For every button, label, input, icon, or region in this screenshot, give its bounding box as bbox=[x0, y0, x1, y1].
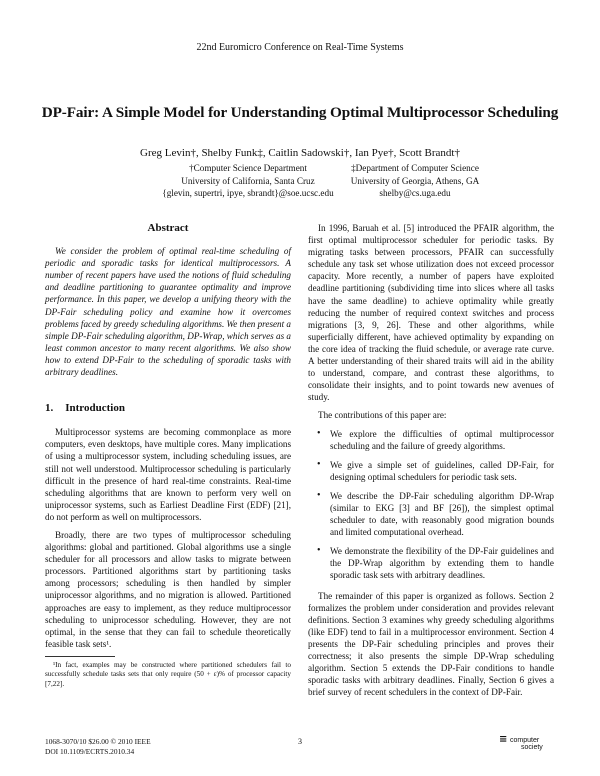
affiliation-left bbox=[138, 162, 358, 200]
contribution-item: • We explore the difficulties of optimal multiprocessor scheduling and the failure of greedy algorithms. bbox=[330, 428, 554, 452]
footnote-divider bbox=[45, 656, 115, 657]
footnote: ¹In fact, examples may be constructed where partitioned schedulers fail to successfully schedule tasks sets that only require (50 + ε)% of processor capacity [7,22]. bbox=[45, 660, 291, 688]
right-paragraph-1: In 1996, Baruah et al. [5] introduced the PFAIR algorithm, the first optimal multiprocessor scheduler for periodic tasks. By migrating tasks between processors, PFAIR can successfully schedule any task set whose utilization does not exceed processor capacity. More recently, a number of papers have exploited deadline partitioning (subdividing time into slices where all tasks have the same deadline) to achieve optimality while greatly reducing the number of required context switches and process migrations [3, 9, 26]. These and other algorithms, while superficially different, have achieved optimality by expanding on the core idea of tracking the fluid schedule, or average rate curve. A better understanding of their shared traits will aid in the ability to understand, compare, and contrast these algorithms, to consolidate their insights, and to point towards new avenues of study. bbox=[308, 223, 554, 403]
logo-line-1: computer bbox=[510, 737, 540, 744]
affiliation-left-dept: †Computer Science Department bbox=[189, 163, 307, 173]
page-number: 3 bbox=[298, 737, 302, 746]
contribution-list bbox=[308, 428, 554, 582]
author-list: Greg Levin†, Shelby Funk‡, Caitlin Sadowski†, Ian Pye†, Scott Brandt† bbox=[140, 147, 460, 159]
left-column bbox=[45, 222, 291, 689]
abstract-text: We consider the problem of optimal real-time scheduling of periodic and sporadic tasks for identical multiprocessors. A number of recent papers have used the notions of fluid scheduling and deadline partitioning to guarantee optimality and improve performance. In this paper, we develop a unifying theory with the DP-Fair scheduling policy and examine how it overcomes problems faced by greedy scheduling algorithms. We then present a simple DP-Fair scheduling algorithm, DP-Wrap, which serves as a least common ancestor to many recent algorithms. We also show how to extend DP-Fair to the scheduling of sporadic tasks with arbitrary deadlines. bbox=[45, 246, 291, 378]
contribution-item: • We demonstrate the flexibility of the DP-Fair guidelines and the DP-Wrap algorithm by extending them to handle sporadic task sets with arbitrary deadlines. bbox=[330, 545, 554, 581]
contributions-intro: The contributions of this paper are: bbox=[318, 410, 447, 421]
conference-header: 22nd Euromicro Conference on Real-Time Systems bbox=[196, 42, 404, 53]
contribution-item: • We describe the DP-Fair scheduling algorithm DP-Wrap (similar to EKG [3] and BF [26]), the simplest optimal scheduler to date, with reasonably good migration bounds and limited computational overhead. bbox=[330, 490, 554, 538]
section-title: Introduction bbox=[65, 402, 125, 415]
affiliation-right-email: shelby@cs.uga.edu bbox=[379, 188, 451, 199]
intro-paragraph-1: Multiprocessor systems are becoming commonplace as more computers, even desktops, have multiple cores. Many implications of using a multiprocessor system, including scheduling issues, are still not well understood. Multiprocessor scheduling is particularly difficult in the presence of hard real-time constraints. Real-time scheduling algorithms that are known to perform very well on uniprocessor systems, such as Earliest Deadline First (EDF) [21], do not perform as well on multiprocessors. bbox=[45, 427, 291, 522]
section-number: 1. bbox=[45, 402, 54, 415]
logo-line-2: society bbox=[521, 744, 543, 751]
right-paragraph-last: The remainder of this paper is organized as follows. Section 2 formalizes the problem under consideration and provides relevant definitions. Section 3 examines why greedy scheduling algorithms (like EDF) tend to fail in a multiprocessor environment. Section 4 presents the DP-Fair scheduling principles and proves their correctness; it also presents the simple DP-Wrap scheduling algorithm. Section 5 extends the DP-Fair conditions to handle sporadic tasks with arbitrary deadlines. Finally, Section 6 gives a brief survey of recent schedulers in the context of DP-Fair. bbox=[308, 590, 554, 698]
intro-paragraph-2: Broadly, there are two types of multiprocessor scheduling algorithms: global and partitioned. Global algorithms use a single scheduler for all processors and allow tasks to migrate between processors. Partitioned algorithms start by partitioning tasks among processors; scheduling is then handled by simpler uniprocessor algorithms, and no migration is allowed. Partitioned approaches are easy to implement, as they reduce multiprocessor scheduling to uniprocessor scheduling. However, they are not optimal, in the sense that they can fail to schedule theoretically feasible task sets¹. bbox=[45, 529, 291, 649]
computer-society-logo-icon: ≡ bbox=[499, 734, 508, 745]
footer-doi: DOI 10.1109/ECRTS.2010.34 bbox=[45, 747, 135, 756]
footer-issn: 1068-3070/10 $26.00 © 2010 IEEE bbox=[45, 737, 151, 746]
affiliation-right bbox=[330, 162, 500, 200]
right-column bbox=[308, 222, 554, 704]
affiliation-right-univ: University of Georgia, Athens, GA bbox=[350, 175, 480, 186]
section-heading-introduction bbox=[45, 402, 291, 414]
affiliation-left-email: {glevin, supertri, ipye, sbrandt}@soe.ucsc.edu bbox=[162, 188, 334, 199]
computer-society-logo bbox=[499, 733, 561, 763]
contribution-item: • We give a simple set of guidelines, called DP-Fair, for designing optimal schedulers for periodic task sets. bbox=[330, 459, 554, 483]
abstract-heading: Abstract bbox=[147, 222, 189, 234]
paper-title: DP-Fair: A Simple Model for Understanding Optimal Multiprocessor Scheduling bbox=[41, 104, 559, 121]
affiliation-left-univ: University of California, Santa Cruz bbox=[181, 175, 315, 186]
affiliation-right-dept: ‡Department of Computer Science bbox=[351, 163, 479, 173]
